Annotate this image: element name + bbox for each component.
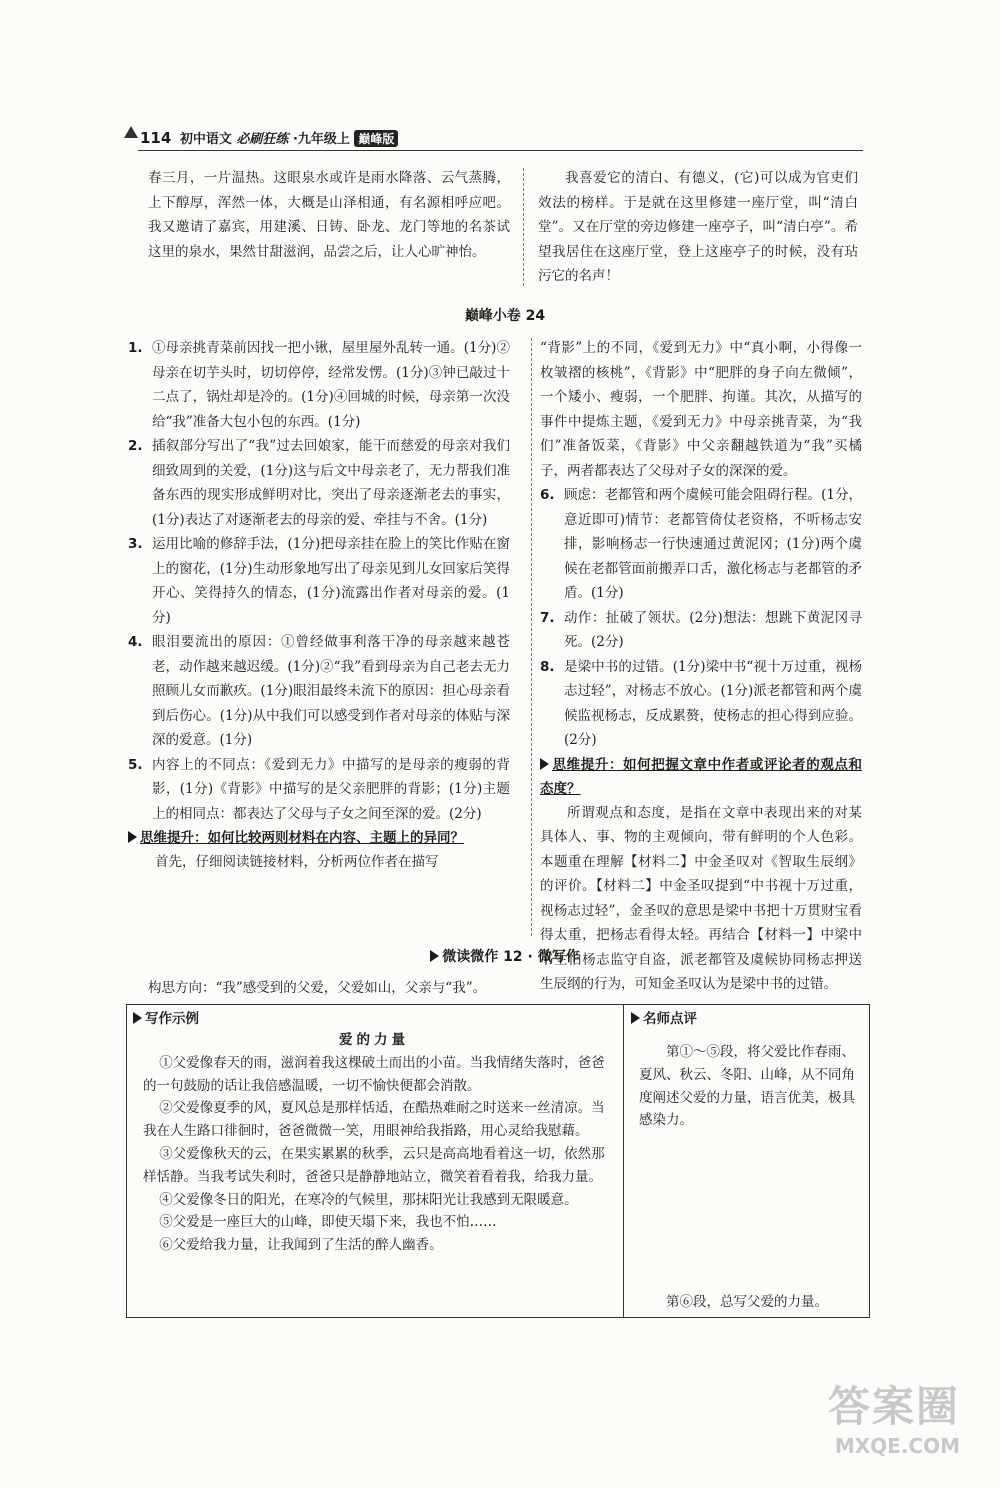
answer-number: 2. bbox=[128, 438, 143, 454]
answer-number: 7. bbox=[540, 609, 555, 626]
answer-item-8 bbox=[540, 655, 862, 753]
answer-number: 3. bbox=[128, 536, 143, 552]
grade-label: ·九年级上 bbox=[292, 132, 350, 147]
essay-paragraph: ②父爱像夏季的风，夏风总是那样恬适，在酷热难耐之时送来一丝清凉。当我在人生路口徘徊时，爸爸微微一笑，用眼神给我指路，用心灵给我慰藉。 bbox=[143, 1100, 605, 1140]
book-title: 初中语文 bbox=[179, 132, 232, 147]
writing-table bbox=[126, 1004, 870, 1318]
essay-paragraph: ①父爱像春天的雨，滋润着我这棵破土而出的小苗。当我情绪失落时，爸爸的一句鼓励的话让我倍感温暖，一切不愉快便都会消散。 bbox=[143, 1054, 605, 1094]
example-header bbox=[133, 1007, 199, 1027]
thinking-label: 思维提升： bbox=[552, 756, 624, 773]
answer-item-2 bbox=[128, 434, 510, 532]
answer-text: 顾虑：老都管和两个虞候可能会阻碍行程。(1分，意近即可)情节：老都管倚仗老资格，不听杨志安排，影响杨志一行快速通过黄泥冈；(1分)两个虞候在老都管面前搬弄口舌，激化杨志与老都管的矛盾。(1分) bbox=[564, 487, 862, 601]
double-arrow-icon bbox=[128, 831, 137, 843]
essay-paragraph: ④父爱像冬日的阳光，在寒冷的气候里，那抹阳光让我感到无限暖意。 bbox=[159, 1191, 578, 1208]
essay-paragraph: ⑤父爱是一座巨大的山峰，即使天塌下来，我也不怕…… bbox=[159, 1214, 497, 1231]
answer-number: 5. bbox=[128, 756, 143, 773]
answer-item-5 bbox=[128, 753, 510, 827]
quiz-right-column bbox=[540, 336, 862, 997]
answer-item-1 bbox=[128, 336, 510, 434]
comment-1: 第①～⑤段，将父爱比作春雨、夏风、秋云、冬阳、山峰，从不同角度阐述父爱的力量，语言优美，极具感染力。 bbox=[639, 1044, 855, 1129]
answer-text: 插叙部分写出了“我”过去回娘家，能干而慈爱的母亲对我们细致周到的关爱，(1分)这与后文中母亲老了，无力帮我们准备东西的现实形成鲜明对比，突出了母亲逐渐老去的事实，(1分)表达了对逐渐老去的母亲的爱、牵挂与不舍。(1分) bbox=[152, 438, 510, 528]
page-number: 114 bbox=[140, 129, 172, 147]
essay-paragraph: ③父爱像秋天的云，在果实累累的秋季，云只是高高地看着这一切，依然那样恬静。当我考试失利时，爸爸只是静静地站立，微笑着看着我，给我力量。 bbox=[143, 1145, 605, 1185]
column-divider-top bbox=[523, 168, 524, 286]
watermark bbox=[828, 1374, 960, 1458]
essay-title: 爱的力量 bbox=[339, 1032, 409, 1048]
essay-body bbox=[143, 1029, 605, 1257]
quiz-left-column bbox=[128, 336, 510, 875]
table-divider bbox=[623, 1005, 624, 1317]
writing-section-title bbox=[380, 946, 630, 966]
answer-item-7 bbox=[540, 606, 862, 655]
comment-header-text: 名师点评 bbox=[643, 1011, 697, 1027]
answer-item-6 bbox=[540, 483, 862, 606]
section-arrow-icon bbox=[430, 950, 439, 962]
answer-text: 运用比喻的修辞手法，(1分)把母亲挂在脸上的笑比作贴在窗上的窗花，(1分)生动形象地写出了母亲见到儿女回家后笑得开心、笑得持久的情态，(1分)流露出作者对母亲的爱。(1分) bbox=[152, 536, 510, 626]
thinking-text: 所谓观点和态度，是指在文章中表现出来的对某具体人、事、物的主观倾向，带有鲜明的个人色彩。本题重在理解【材料二】中金圣叹对《智取生辰纲》的评价。【材料二】中金圣叹提到“中书视十万过重，视杨志过轻”，金圣叹的意思是梁中书把十万贯财宝看得太重，把杨志看得太轻。再结合【材料一】中梁中书生怕杨志监守自盗，派老都管及虞候协同杨志押送生辰纲的行为，可知金圣叹认为是梁中书的过错。 bbox=[540, 804, 862, 992]
essay-paragraph: ⑥父爱给我力量，让我闻到了生活的醉人幽香。 bbox=[159, 1237, 443, 1254]
watermark-logo: 答案圈 bbox=[827, 1382, 960, 1431]
comment-header bbox=[631, 1007, 697, 1027]
thinking-text-right: “背影”上的不同，《爱到无力》中“真小啊，小得像一枚皱褶的核桃”，《背影》中“肥胖的身子向左微倾”，一个矮小、瘦弱，一个肥胖、拘谨。其次，从描写的事件中提炼主题，《爱到无力》中母亲挑青菜，为“我们”准备饭菜，《背影》中父亲翻越铁道为“我”买橘子，两者都表达了父母对子女的深深的爱。 bbox=[540, 340, 862, 479]
quiz-title: 巅峰小卷 24 bbox=[464, 308, 546, 324]
answer-number: 1. bbox=[128, 340, 143, 356]
header-arrow-icon bbox=[133, 1012, 142, 1024]
watermark-url: MXQE.COM bbox=[834, 1434, 960, 1458]
column-divider-quiz bbox=[531, 338, 532, 936]
thinking-title: 如何比较两则材料在内容、主题上的异同？ bbox=[207, 830, 464, 846]
answer-text: ①母亲挑青菜前因找一把小锹，屋里屋外乱转一通。(1分)②母亲在切芋头时，切切停停，经常发愣。(1分)③钟已敲过十二点了，锅灶却是冷的。(1分)④回城的时候，母亲第一次没给“我”准备大包小包的东西。(1分) bbox=[152, 340, 510, 430]
page-header bbox=[140, 128, 398, 147]
answer-number: 4. bbox=[128, 634, 143, 650]
writing-section-title-text: 微读微作 12 · 微写作 bbox=[442, 949, 580, 965]
thinking-upgrade-1 bbox=[128, 826, 510, 850]
answer-number: 8. bbox=[540, 658, 555, 675]
header-rule bbox=[138, 150, 863, 151]
top-right-paragraph: 我喜爱它的清白、有德义，(它)可以成为官吏们效法的榜样。于是就在这里修建一座厅堂，叫“清白堂”。又在厅堂的旁边修建一座亭子，叫“清白亭”。希望我居住在这座厅堂，登上这座亭子的时候，没有玷污它的名声！ bbox=[538, 170, 858, 284]
answer-text: 眼泪要流出的原因：①曾经做事利落干净的母亲越来越苍老，动作越来越迟缓。(1分)②“我”看到母亲为自己老去无力照顾儿女而歉疚。(1分)眼泪最终未流下的原因：担心母亲看到后伤心。(1分)从中我们可以感受到作者对母亲的体贴与深深的爱意。(1分) bbox=[152, 634, 510, 748]
double-arrow-icon bbox=[540, 758, 549, 770]
example-header-text: 写作示例 bbox=[145, 1011, 199, 1027]
thinking-title: 如何把握文章中作者或评论者的观点和态度？ bbox=[540, 756, 863, 797]
header-arrow-icon bbox=[631, 1012, 640, 1024]
answer-item-4 bbox=[128, 630, 510, 753]
series-logo: 必刷狂练 bbox=[236, 132, 289, 147]
thinking-text-left: 首先，仔细阅读链接材料，分析两位作者在描写 bbox=[155, 854, 439, 870]
header-triangle-icon bbox=[124, 126, 138, 138]
answer-number: 6. bbox=[540, 487, 555, 503]
writing-prompt: 构思方向：“我”感受到的父爱，父爱如山，父亲与“我”。 bbox=[148, 980, 487, 996]
top-left-paragraph: 春三月，一片温热。这眼泉水或许是雨水降落、云气蒸腾，上下醇厚，浑然一体，大概是山泽相通，有名源相呼应吧。我又邀请了嘉宾，用建溪、日铸、卧龙、龙门等地的名茶试这里的泉水，果然甘甜滋润，品尝之后，让人心旷神怡。 bbox=[148, 170, 510, 260]
answer-text: 是梁中书的过错。(1分)梁中书“视十万过重，视杨志过轻”，对杨志不放心。(1分)派老都管和两个虞候监视杨志，反成累赘，使杨志的担心得到应验。(2分) bbox=[564, 658, 862, 748]
thinking-label: 思维提升： bbox=[140, 830, 208, 846]
thinking-upgrade-2 bbox=[540, 753, 862, 801]
answer-text: 动作：扯破了领状。(2分)想法：想跳下黄泥冈寻死。(2分) bbox=[564, 609, 862, 650]
top-left-text bbox=[148, 166, 510, 264]
edition-badge: 巅峰版 bbox=[354, 130, 398, 147]
answer-item-3 bbox=[128, 532, 510, 630]
comment-2: 第⑥段，总写父爱的力量。 bbox=[666, 1294, 828, 1310]
answer-text: 内容上的不同点：《爱到无力》中描写的是母亲的瘦弱的背影，(1分)《背影》中描写的是父亲肥胖的背影；(1分)主题上的相同点：都表达了父母与子女之间至深的爱。(2分) bbox=[152, 756, 510, 822]
top-right-text bbox=[538, 166, 858, 289]
